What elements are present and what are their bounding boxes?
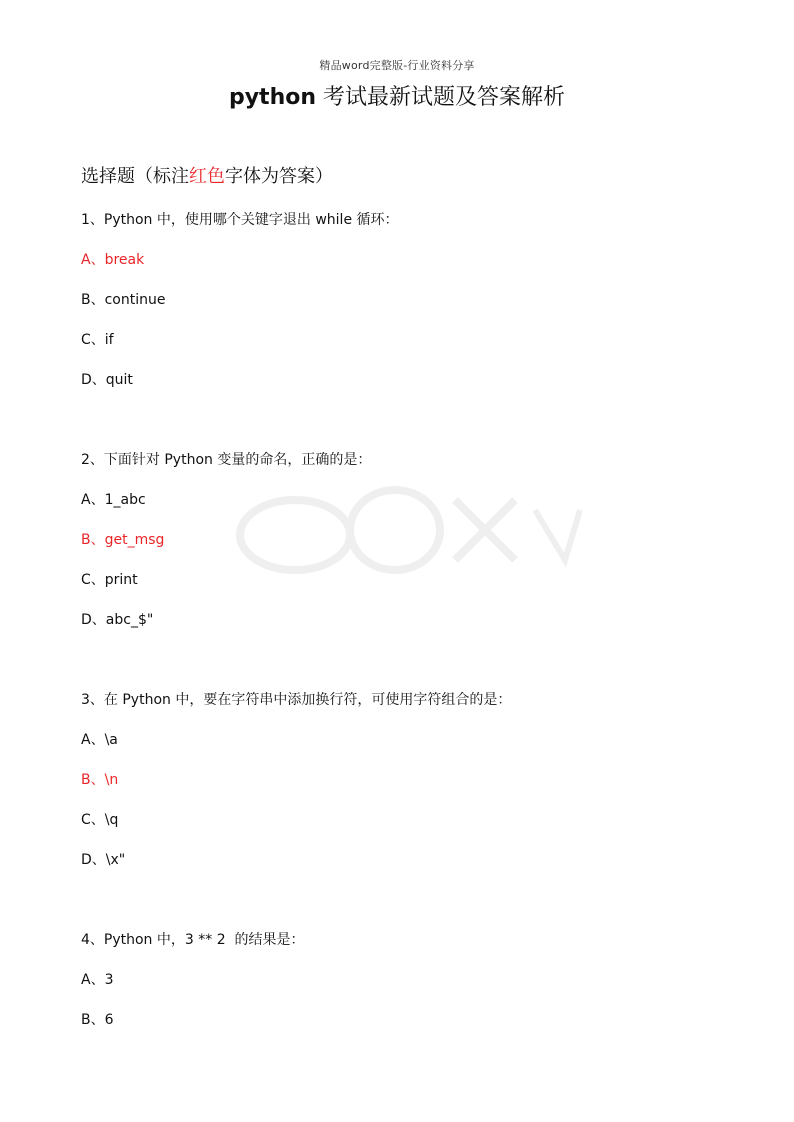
question-2-option-b: B、get_msg <box>81 532 165 548</box>
question-1-stem: 1、Python 中，使用哪个关键字退出 while 循环： <box>81 212 399 228</box>
faint-watermark-image <box>215 470 585 590</box>
question-2-option-c: C、print <box>81 572 138 588</box>
question-2-option-d: D、abc_$" <box>81 612 154 628</box>
question-3-option-a: A、\a <box>81 732 118 748</box>
question-3-stem: 3、在 Python 中，要在字符串中添加换行符，可使用字符组合的是： <box>81 692 512 708</box>
section-heading-highlight: 红色 <box>189 166 225 187</box>
question-1-option-c: C、if <box>81 332 114 348</box>
section-heading-suffix: 字体为答案） <box>225 166 333 187</box>
question-3-option-c: C、\q <box>81 812 119 828</box>
question-3-option-d: D、\x" <box>81 852 126 868</box>
question-4-option-a: A、3 <box>81 972 114 988</box>
question-4-stem: 4、Python 中，3 ** 2 的结果是： <box>81 932 305 948</box>
question-1-option-a: A、break <box>81 252 145 268</box>
section-heading-prefix: 选择题（标注 <box>81 166 189 187</box>
question-1-option-b: B、continue <box>81 292 166 308</box>
section-heading <box>81 162 333 188</box>
page-header: 精品word完整版-行业资料分享 <box>319 59 475 72</box>
question-3-option-b: B、\n <box>81 772 119 788</box>
question-4-option-b: B、6 <box>81 1012 114 1028</box>
question-2-option-a: A、1_abc <box>81 492 146 508</box>
title-bold-part: python <box>228 85 317 110</box>
title-rest-part: 考试最新试题及答案解析 <box>316 85 566 110</box>
question-1-option-d: D、quit <box>81 372 133 388</box>
document-title <box>0 80 794 111</box>
question-2-stem: 2、下面针对 Python 变量的命名，正确的是： <box>81 452 372 468</box>
